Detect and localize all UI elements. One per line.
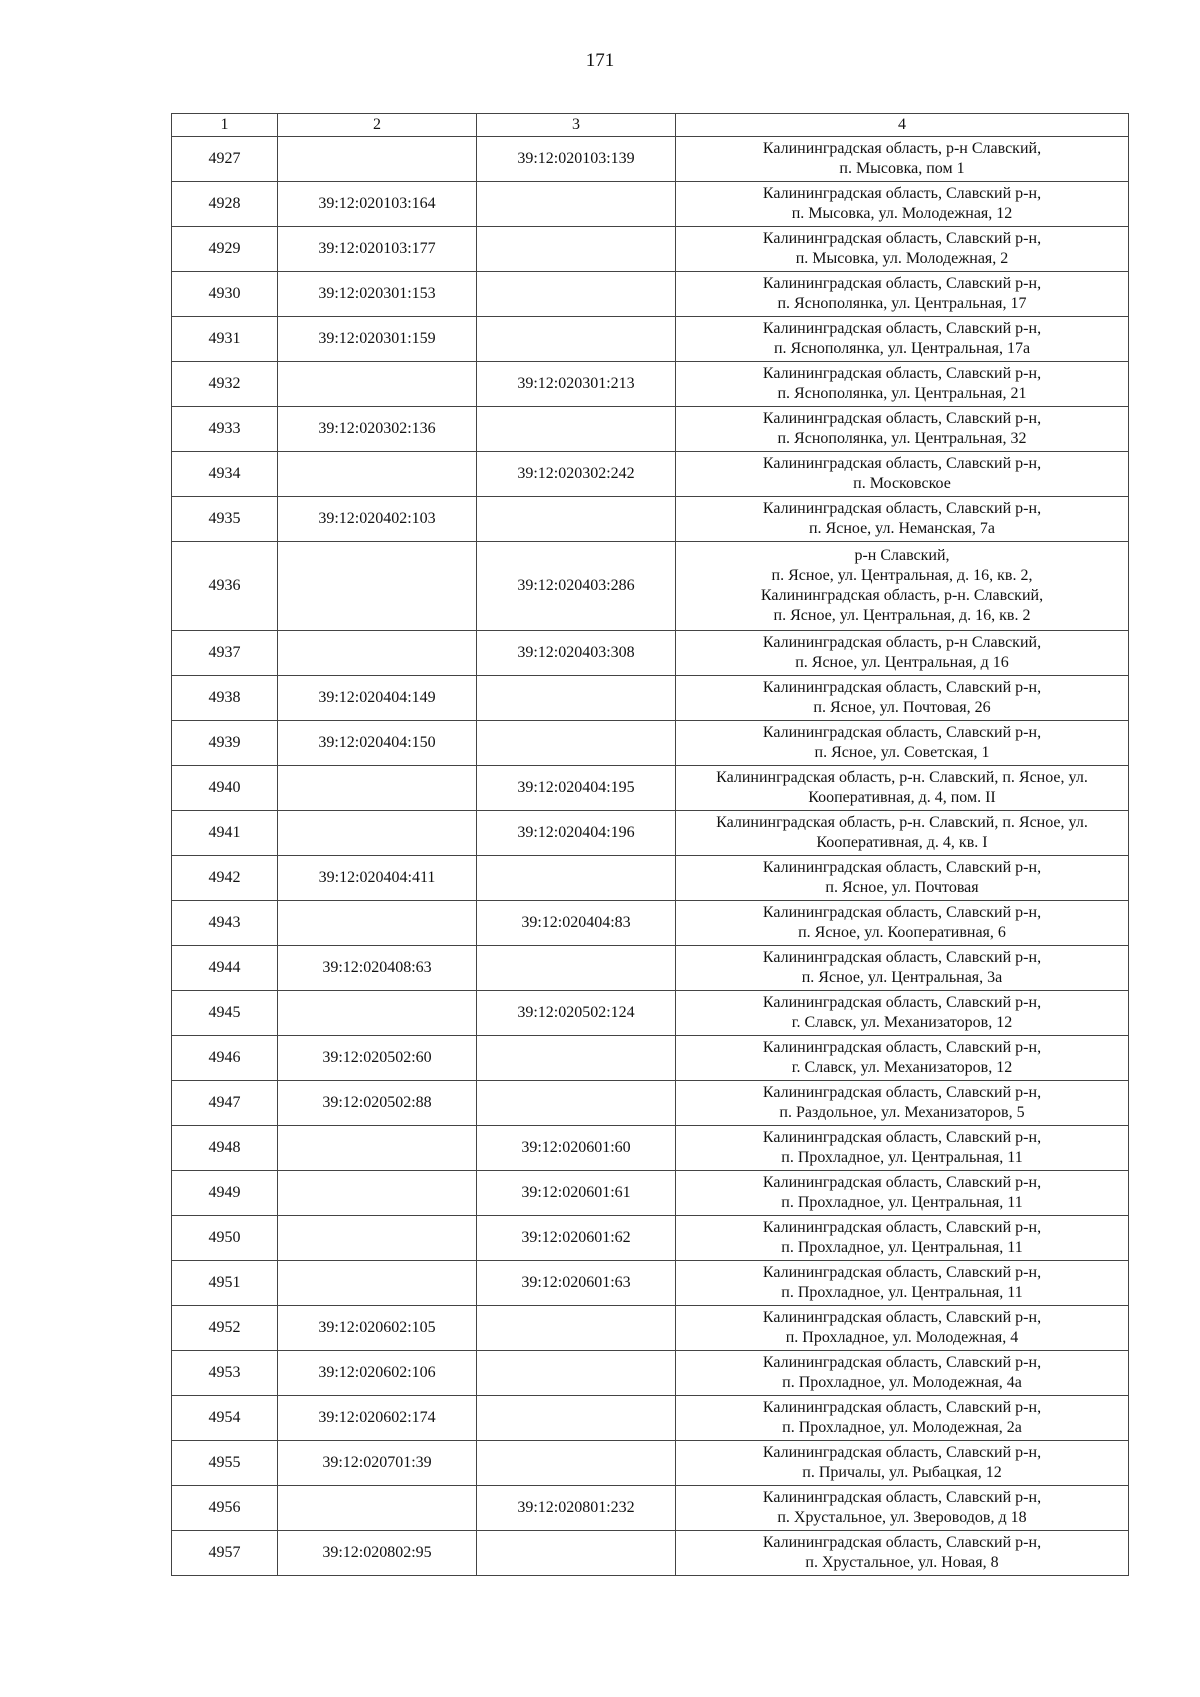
address-cell	[676, 1396, 1129, 1441]
address-line: Калининградская область, р-н. Славский, п. Ясное, ул.	[716, 814, 1088, 831]
address-line: Калининградская область, р-н. Славский, п. Ясное, ул.	[716, 769, 1088, 786]
address-line: Калининградская область, р-н Славский,	[762, 634, 1042, 651]
address-line: п. Яснополянка, ул. Центральная, 17	[777, 295, 1027, 312]
address-cell	[676, 1486, 1129, 1531]
row-number-cell: 4954	[172, 1396, 278, 1441]
cadastral-number-cell: 39:12:020301:159	[278, 317, 477, 362]
address-cell	[676, 1081, 1129, 1126]
cadastral-number-cell: 39:12:020301:213	[477, 362, 676, 407]
address-line: п. Яснополянка, ул. Центральная, 21	[777, 385, 1027, 402]
cadastral-number-cell: 39:12:020801:232	[477, 1486, 676, 1531]
address-line: Калининградская область, Славский р-н,	[762, 1174, 1042, 1191]
address-line: п. Ясное, ул. Центральная, д 16	[795, 654, 1009, 671]
address-line: Калининградская область, Славский р-н,	[762, 1264, 1042, 1281]
address-line: п. Ясное, ул. Почтовая	[825, 879, 979, 896]
table-row	[172, 1171, 1129, 1216]
address-line: Калининградская область, Славский р-н,	[762, 500, 1042, 517]
row-number-cell: 4935	[172, 497, 278, 542]
address-line: п. Хрустальное, ул. Новая, 8	[805, 1554, 999, 1571]
cadastral-number-cell	[477, 1351, 676, 1396]
address-line: Калининградская область, Славский р-н,	[762, 455, 1042, 472]
row-number-cell: 4951	[172, 1261, 278, 1306]
cadastral-number-cell	[477, 497, 676, 542]
address-cell	[676, 856, 1129, 901]
row-number-cell: 4929	[172, 227, 278, 272]
table-row	[172, 811, 1129, 856]
row-number-cell: 4955	[172, 1441, 278, 1486]
cadastral-number-cell	[278, 1126, 477, 1171]
table-row	[172, 991, 1129, 1036]
cadastral-number-cell: 39:12:020301:153	[278, 272, 477, 317]
cadastral-number-cell: 39:12:020403:308	[477, 631, 676, 676]
table-row	[172, 676, 1129, 721]
address-cell	[676, 721, 1129, 766]
address-cell	[676, 1351, 1129, 1396]
row-number-cell: 4931	[172, 317, 278, 362]
cadastral-number-cell	[278, 901, 477, 946]
address-cell	[676, 542, 1129, 631]
address-line: р-н Славский,	[854, 547, 950, 564]
address-line: п. Мысовка, ул. Молодежная, 12	[791, 205, 1013, 222]
address-line: Кооперативная, д. 4, кв. I	[816, 834, 988, 851]
address-line: Калининградская область, Славский р-н,	[762, 1444, 1042, 1461]
row-number-cell: 4936	[172, 542, 278, 631]
table-row	[172, 497, 1129, 542]
table-row	[172, 901, 1129, 946]
table-row	[172, 1531, 1129, 1576]
address-line: Калининградская область, Славский р-н,	[762, 1309, 1042, 1326]
cadastral-number-cell: 39:12:020404:411	[278, 856, 477, 901]
address-cell	[676, 631, 1129, 676]
address-line: п. Прохладное, ул. Молодежная, 2а	[782, 1419, 1022, 1436]
cadastral-number-cell	[477, 182, 676, 227]
cadastral-number-cell: 39:12:020601:63	[477, 1261, 676, 1306]
address-line: Калининградская область, Славский р-н,	[762, 365, 1042, 382]
row-number-cell: 4957	[172, 1531, 278, 1576]
address-line: г. Славск, ул. Механизаторов, 12	[791, 1014, 1013, 1031]
cadastral-number-cell: 39:12:020404:150	[278, 721, 477, 766]
table-row	[172, 137, 1129, 182]
address-line: п. Прохладное, ул. Центральная, 11	[781, 1284, 1023, 1301]
cadastral-number-cell: 39:12:020602:105	[278, 1306, 477, 1351]
cadastral-number-cell	[278, 1486, 477, 1531]
address-line: п. Хрустальное, ул. Звероводов, д 18	[777, 1509, 1027, 1526]
address-cell	[676, 272, 1129, 317]
address-line: Калининградская область, Славский р-н,	[762, 1039, 1042, 1056]
cadastral-number-cell	[278, 452, 477, 497]
address-line: Калининградская область, Славский р-н,	[762, 320, 1042, 337]
address-line: п. Прохладное, ул. Молодежная, 4	[785, 1329, 1019, 1346]
table-row	[172, 1306, 1129, 1351]
address-line: п. Ясное, ул. Центральная, д. 16, кв. 2	[773, 607, 1031, 624]
cadastral-number-cell: 39:12:020601:60	[477, 1126, 676, 1171]
address-line: Калининградская область, Славский р-н,	[762, 1534, 1042, 1551]
address-cell	[676, 1531, 1129, 1576]
address-line: п. Прохладное, ул. Центральная, 11	[781, 1149, 1023, 1166]
cadastral-number-cell: 39:12:020302:242	[477, 452, 676, 497]
cadastral-number-cell: 39:12:020403:286	[477, 542, 676, 631]
address-line: Калининградская область, Славский р-н,	[762, 1219, 1042, 1236]
address-line: Калининградская область, Славский р-н,	[762, 1489, 1042, 1506]
cadastral-number-cell: 39:12:020502:124	[477, 991, 676, 1036]
table-body	[172, 114, 1129, 1576]
address-line: п. Прохладное, ул. Центральная, 11	[781, 1194, 1023, 1211]
row-number-cell: 4942	[172, 856, 278, 901]
table-row	[172, 182, 1129, 227]
row-number-cell: 4939	[172, 721, 278, 766]
header-row	[172, 114, 1129, 137]
header-cell-1: 1	[172, 114, 278, 137]
table-row	[172, 452, 1129, 497]
address-cell	[676, 991, 1129, 1036]
address-line: п. Прохладное, ул. Центральная, 11	[781, 1239, 1023, 1256]
row-number-cell: 4945	[172, 991, 278, 1036]
cadastral-number-cell: 39:12:020802:95	[278, 1531, 477, 1576]
address-line: п. Московское	[853, 475, 951, 492]
table-row	[172, 766, 1129, 811]
register-table	[171, 113, 1129, 1576]
cadastral-number-cell: 39:12:020404:196	[477, 811, 676, 856]
cadastral-number-cell	[477, 1081, 676, 1126]
address-line: Калининградская область, Славский р-н,	[762, 1129, 1042, 1146]
cadastral-number-cell	[477, 676, 676, 721]
row-number-cell: 4946	[172, 1036, 278, 1081]
address-line: Кооперативная, д. 4, пом. II	[808, 789, 996, 806]
header-cell-2: 2	[278, 114, 477, 137]
address-cell	[676, 182, 1129, 227]
address-line: п. Ясное, ул. Советская, 1	[814, 744, 990, 761]
address-line: Калининградская область, Славский р-н,	[762, 230, 1042, 247]
cadastral-number-cell	[477, 407, 676, 452]
address-line: Калининградская область, Славский р-н,	[762, 410, 1042, 427]
cadastral-number-cell	[477, 946, 676, 991]
row-number-cell: 4943	[172, 901, 278, 946]
table-row	[172, 1261, 1129, 1306]
row-number-cell: 4938	[172, 676, 278, 721]
address-cell	[676, 362, 1129, 407]
table-row	[172, 227, 1129, 272]
cadastral-number-cell	[477, 1531, 676, 1576]
address-line: п. Причалы, ул. Рыбацкая, 12	[802, 1464, 1002, 1481]
cadastral-number-cell: 39:12:020404:195	[477, 766, 676, 811]
table-row	[172, 721, 1129, 766]
address-line: Калининградская область, Славский р-н,	[762, 679, 1042, 696]
address-line: Калининградская область, Славский р-н,	[762, 185, 1042, 202]
address-cell	[676, 676, 1129, 721]
cadastral-number-cell	[278, 1216, 477, 1261]
row-number-cell: 4933	[172, 407, 278, 452]
address-cell	[676, 1306, 1129, 1351]
table-row	[172, 1486, 1129, 1531]
address-line: Калининградская область, Славский р-н,	[762, 994, 1042, 1011]
address-cell	[676, 946, 1129, 991]
row-number-cell: 4928	[172, 182, 278, 227]
table-row	[172, 1351, 1129, 1396]
cadastral-number-cell: 39:12:020601:61	[477, 1171, 676, 1216]
row-number-cell: 4953	[172, 1351, 278, 1396]
address-cell	[676, 137, 1129, 182]
address-line: п. Яснополянка, ул. Центральная, 17а	[773, 340, 1031, 357]
cadastral-number-cell: 39:12:020402:103	[278, 497, 477, 542]
table-row	[172, 1126, 1129, 1171]
cadastral-number-cell	[278, 631, 477, 676]
address-line: Калининградская область, Славский р-н,	[762, 949, 1042, 966]
address-line: Калининградская область, р-н Славский,	[762, 140, 1042, 157]
address-line: Калининградская область, Славский р-н,	[762, 724, 1042, 741]
row-number-cell: 4934	[172, 452, 278, 497]
cadastral-number-cell	[477, 317, 676, 362]
table-row	[172, 631, 1129, 676]
cadastral-number-cell	[278, 811, 477, 856]
table-row	[172, 317, 1129, 362]
cadastral-number-cell	[278, 766, 477, 811]
row-number-cell: 4949	[172, 1171, 278, 1216]
cadastral-number-cell	[278, 137, 477, 182]
table-row	[172, 856, 1129, 901]
cadastral-number-cell: 39:12:020103:139	[477, 137, 676, 182]
address-cell	[676, 317, 1129, 362]
cadastral-number-cell	[278, 1171, 477, 1216]
address-cell	[676, 1171, 1129, 1216]
address-cell	[676, 1261, 1129, 1306]
address-cell	[676, 811, 1129, 856]
address-cell	[676, 452, 1129, 497]
address-cell	[676, 1036, 1129, 1081]
cadastral-number-cell	[278, 1261, 477, 1306]
address-cell	[676, 766, 1129, 811]
address-line: п. Яснополянка, ул. Центральная, 32	[777, 430, 1027, 447]
header-cell-3: 3	[477, 114, 676, 137]
cadastral-number-cell: 39:12:020404:83	[477, 901, 676, 946]
cadastral-number-cell: 39:12:020602:106	[278, 1351, 477, 1396]
cadastral-number-cell	[477, 1441, 676, 1486]
cadastral-number-cell	[278, 542, 477, 631]
address-line: п. Раздольное, ул. Механизаторов, 5	[779, 1104, 1025, 1121]
cadastral-number-cell	[477, 1036, 676, 1081]
address-line: п. Мысовка, пом 1	[839, 160, 965, 177]
address-line: Калининградская область, Славский р-н,	[762, 275, 1042, 292]
cadastral-number-cell: 39:12:020602:174	[278, 1396, 477, 1441]
cadastral-number-cell	[477, 1306, 676, 1351]
address-cell	[676, 901, 1129, 946]
row-number-cell: 4932	[172, 362, 278, 407]
row-number-cell: 4956	[172, 1486, 278, 1531]
address-cell	[676, 1126, 1129, 1171]
cadastral-number-cell: 39:12:020502:60	[278, 1036, 477, 1081]
row-number-cell: 4927	[172, 137, 278, 182]
address-line: г. Славск, ул. Механизаторов, 12	[791, 1059, 1013, 1076]
row-number-cell: 4937	[172, 631, 278, 676]
cadastral-number-cell	[477, 1396, 676, 1441]
cadastral-number-cell: 39:12:020103:177	[278, 227, 477, 272]
row-number-cell: 4941	[172, 811, 278, 856]
cadastral-number-cell: 39:12:020103:164	[278, 182, 477, 227]
cadastral-number-cell: 39:12:020404:149	[278, 676, 477, 721]
row-number-cell: 4940	[172, 766, 278, 811]
row-number-cell: 4948	[172, 1126, 278, 1171]
address-line: Калининградская область, Славский р-н,	[762, 859, 1042, 876]
table-row	[172, 1216, 1129, 1261]
address-line: Калининградская область, р-н. Славский,	[760, 587, 1044, 604]
cadastral-number-cell	[278, 362, 477, 407]
cadastral-number-cell: 39:12:020302:136	[278, 407, 477, 452]
address-line: п. Ясное, ул. Кооперативная, 6	[798, 924, 1006, 941]
address-line: п. Ясное, ул. Центральная, д. 16, кв. 2,	[771, 567, 1033, 584]
address-line: п. Ясное, ул. Неманская, 7а	[808, 520, 995, 537]
cadastral-number-cell: 39:12:020701:39	[278, 1441, 477, 1486]
cadastral-number-cell	[477, 227, 676, 272]
cadastral-number-cell	[477, 856, 676, 901]
table-row	[172, 1036, 1129, 1081]
cadastral-number-cell: 39:12:020601:62	[477, 1216, 676, 1261]
address-cell	[676, 227, 1129, 272]
cadastral-number-cell: 39:12:020502:88	[278, 1081, 477, 1126]
row-number-cell: 4952	[172, 1306, 278, 1351]
table-row	[172, 542, 1129, 631]
table-row	[172, 272, 1129, 317]
address-line: п. Мысовка, ул. Молодежная, 2	[795, 250, 1009, 267]
cadastral-number-cell	[477, 272, 676, 317]
row-number-cell: 4947	[172, 1081, 278, 1126]
row-number-cell: 4930	[172, 272, 278, 317]
address-line: п. Ясное, ул. Почтовая, 26	[813, 699, 991, 716]
cadastral-number-cell	[477, 721, 676, 766]
header-cell-4: 4	[676, 114, 1129, 137]
table-row	[172, 362, 1129, 407]
address-cell	[676, 407, 1129, 452]
table-row	[172, 1396, 1129, 1441]
address-line: Калининградская область, Славский р-н,	[762, 1354, 1042, 1371]
row-number-cell: 4944	[172, 946, 278, 991]
table-row	[172, 1081, 1129, 1126]
table-row	[172, 1441, 1129, 1486]
address-line: п. Ясное, ул. Центральная, 3а	[801, 969, 1003, 986]
address-cell	[676, 497, 1129, 542]
cadastral-number-cell: 39:12:020408:63	[278, 946, 477, 991]
address-line: Калининградская область, Славский р-н,	[762, 1084, 1042, 1101]
table-row	[172, 946, 1129, 991]
address-cell	[676, 1216, 1129, 1261]
address-line: Калининградская область, Славский р-н,	[762, 1399, 1042, 1416]
table-row	[172, 407, 1129, 452]
address-line: п. Прохладное, ул. Молодежная, 4а	[782, 1374, 1022, 1391]
page-number: 171	[585, 50, 615, 71]
cadastral-number-cell	[278, 991, 477, 1036]
row-number-cell: 4950	[172, 1216, 278, 1261]
address-cell	[676, 1441, 1129, 1486]
address-line: Калининградская область, Славский р-н,	[762, 904, 1042, 921]
